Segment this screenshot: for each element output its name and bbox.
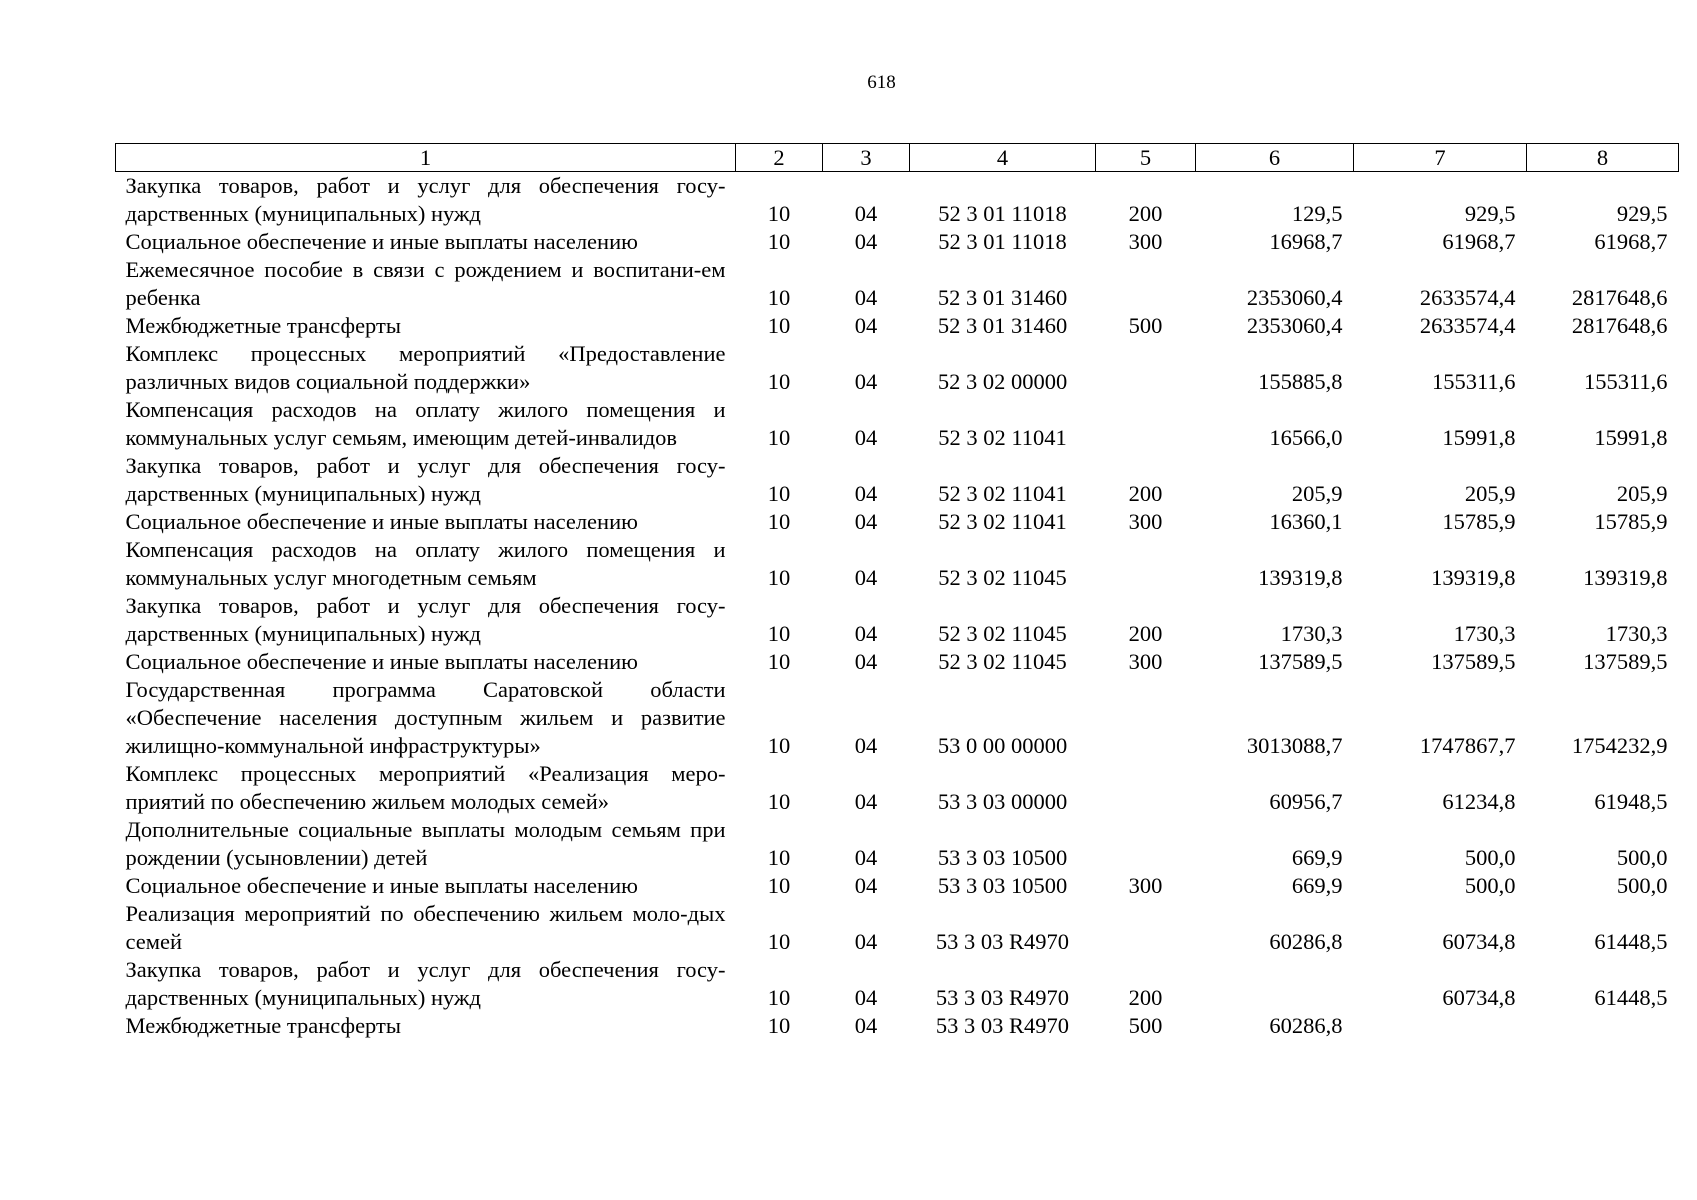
table-row xyxy=(116,1012,1679,1040)
row-amount-col7 xyxy=(1354,1012,1527,1040)
row-amount-col7: 60734,8 xyxy=(1442,929,1516,954)
row-section: 10 xyxy=(767,621,791,646)
row-amount-col7: 139319,8 xyxy=(1431,565,1516,590)
table-row xyxy=(116,452,1679,508)
row-subsection: 04 xyxy=(854,369,878,394)
row-name: Закупка товаров, работ и услуг для обеспечения госу-дарственных (муниципальных) нужд xyxy=(125,453,726,506)
table-row xyxy=(116,256,1679,312)
row-amount-col8 xyxy=(1527,1012,1679,1040)
row-amount-col8: 61448,5 xyxy=(1594,985,1668,1010)
row-name: Дополнительные социальные выплаты молодым семьям при рождении (усыновлении) детей xyxy=(125,817,726,870)
row-expense-type: 300 xyxy=(1128,509,1163,534)
row-subsection: 04 xyxy=(854,873,878,898)
row-amount-col6: 60286,8 xyxy=(1269,1013,1343,1038)
row-amount-col6: 139319,8 xyxy=(1258,565,1343,590)
row-section: 10 xyxy=(767,873,791,898)
table-row xyxy=(116,340,1679,396)
row-section: 10 xyxy=(767,985,791,1010)
row-amount-col6: 16360,1 xyxy=(1269,509,1343,534)
row-expense-type xyxy=(1096,536,1196,592)
page-number: 618 xyxy=(867,72,896,93)
row-amount-col8: 929,5 xyxy=(1616,201,1668,226)
header-col-5: 5 xyxy=(1096,144,1196,172)
row-section: 10 xyxy=(767,1013,791,1038)
row-name: Закупка товаров, работ и услуг для обеспечения госу-дарственных (муниципальных) нужд xyxy=(125,593,726,646)
row-amount-col6: 669,9 xyxy=(1291,845,1343,870)
row-name: Ежемесячное пособие в связи с рождением и воспитани-ем ребенка xyxy=(125,257,726,310)
row-subsection: 04 xyxy=(854,229,878,254)
row-subsection: 04 xyxy=(854,425,878,450)
header-col-8: 8 xyxy=(1527,144,1679,172)
row-amount-col6: 205,9 xyxy=(1291,481,1343,506)
row-section: 10 xyxy=(767,201,791,226)
table-row xyxy=(116,312,1679,340)
row-target-article: 52 3 02 11041 xyxy=(938,425,1067,450)
row-amount-col7: 155311,6 xyxy=(1431,369,1516,394)
row-expense-type: 200 xyxy=(1128,201,1163,226)
row-amount-col7: 2633574,4 xyxy=(1419,285,1516,310)
table-row xyxy=(116,396,1679,452)
row-expense-type: 300 xyxy=(1128,873,1163,898)
row-expense-type xyxy=(1096,396,1196,452)
row-subsection: 04 xyxy=(854,481,878,506)
table-row xyxy=(116,816,1679,872)
row-name: Социальное обеспечение и иные выплаты населению xyxy=(125,509,638,534)
row-amount-col7: 60734,8 xyxy=(1442,985,1516,1010)
row-target-article: 52 3 02 11045 xyxy=(938,649,1067,674)
row-target-article: 52 3 01 11018 xyxy=(938,201,1067,226)
row-expense-type: 200 xyxy=(1128,481,1163,506)
row-section: 10 xyxy=(767,369,791,394)
row-amount-col6: 1730,3 xyxy=(1280,621,1343,646)
row-subsection: 04 xyxy=(854,789,878,814)
table-row xyxy=(116,536,1679,592)
row-amount-col8: 61948,5 xyxy=(1594,789,1668,814)
row-target-article: 53 0 00 00000 xyxy=(937,733,1068,758)
row-subsection: 04 xyxy=(854,313,878,338)
row-expense-type: 500 xyxy=(1128,1013,1163,1038)
row-target-article: 53 3 03 R4970 xyxy=(935,985,1070,1010)
row-name: Государственная программа Саратовской области «Обеспечение населения доступным жильем и развитие жилищно-коммунальной инфраструктуры» xyxy=(125,677,726,758)
row-amount-col7: 205,9 xyxy=(1464,481,1516,506)
row-section: 10 xyxy=(767,929,791,954)
row-expense-type xyxy=(1096,816,1196,872)
row-amount-col8: 2817648,6 xyxy=(1571,285,1668,310)
row-amount-col6: 2353060,4 xyxy=(1246,285,1343,310)
table-row xyxy=(116,676,1679,760)
row-expense-type: 300 xyxy=(1128,229,1163,254)
row-name: Социальное обеспечение и иные выплаты населению xyxy=(125,649,638,674)
row-name: Межбюджетные трансферты xyxy=(125,1013,401,1038)
row-name: Комплекс процессных мероприятий «Предоставление различных видов социальной поддержки» xyxy=(125,341,726,394)
row-name: Социальное обеспечение и иные выплаты населению xyxy=(125,873,638,898)
row-subsection: 04 xyxy=(854,733,878,758)
row-subsection: 04 xyxy=(854,285,878,310)
row-expense-type: 300 xyxy=(1128,649,1163,674)
table-body xyxy=(116,172,1679,1041)
header-col-3: 3 xyxy=(823,144,910,172)
row-subsection: 04 xyxy=(854,201,878,226)
row-amount-col7: 500,0 xyxy=(1464,873,1516,898)
row-amount-col8: 137589,5 xyxy=(1583,649,1668,674)
row-target-article: 52 3 01 31460 xyxy=(937,313,1068,338)
row-amount-col8: 61968,7 xyxy=(1594,229,1668,254)
table-row xyxy=(116,956,1679,1012)
row-amount-col7: 61234,8 xyxy=(1442,789,1516,814)
row-amount-col8: 1754232,9 xyxy=(1571,733,1668,758)
row-amount-col8: 15991,8 xyxy=(1594,425,1668,450)
row-expense-type xyxy=(1096,760,1196,816)
row-expense-type: 200 xyxy=(1128,621,1163,646)
table-header xyxy=(116,144,1679,172)
table-row xyxy=(116,228,1679,256)
row-subsection: 04 xyxy=(854,985,878,1010)
row-name: Реализация мероприятий по обеспечению жильем моло-дых семей xyxy=(125,901,726,954)
row-amount-col7: 137589,5 xyxy=(1431,649,1516,674)
row-section: 10 xyxy=(767,481,791,506)
row-amount-col6: 137589,5 xyxy=(1258,649,1343,674)
row-subsection: 04 xyxy=(854,565,878,590)
row-amount-col7: 15991,8 xyxy=(1442,425,1516,450)
row-amount-col8: 61448,5 xyxy=(1594,929,1668,954)
row-amount-col6: 3013088,7 xyxy=(1246,733,1343,758)
header-col-7: 7 xyxy=(1354,144,1527,172)
row-subsection: 04 xyxy=(854,509,878,534)
row-expense-type: 200 xyxy=(1128,985,1163,1010)
row-amount-col7: 929,5 xyxy=(1464,201,1516,226)
budget-table-container xyxy=(115,143,1678,1040)
row-amount-col8: 500,0 xyxy=(1616,873,1668,898)
row-amount-col7: 1747867,7 xyxy=(1419,733,1516,758)
row-expense-type xyxy=(1096,256,1196,312)
row-expense-type xyxy=(1096,340,1196,396)
header-row xyxy=(116,144,1679,172)
row-target-article: 52 3 02 00000 xyxy=(937,369,1068,394)
row-amount-col6: 16566,0 xyxy=(1269,425,1343,450)
row-target-article: 52 3 01 11018 xyxy=(938,229,1067,254)
row-amount-col6: 669,9 xyxy=(1291,873,1343,898)
row-target-article: 53 3 03 10500 xyxy=(937,873,1068,898)
row-amount-col8: 205,9 xyxy=(1616,481,1668,506)
row-name: Компенсация расходов на оплату жилого помещения и коммунальных услуг многодетным семьям xyxy=(125,537,726,590)
table-row xyxy=(116,872,1679,900)
row-amount-col6: 2353060,4 xyxy=(1246,313,1343,338)
row-amount-col8: 500,0 xyxy=(1616,845,1668,870)
row-amount-col6: 60286,8 xyxy=(1269,929,1343,954)
row-name: Комплекс процессных мероприятий «Реализация меро-приятий по обеспечению жильем молодых семей» xyxy=(125,761,726,814)
row-amount-col8: 155311,6 xyxy=(1583,369,1668,394)
row-target-article: 52 3 02 11045 xyxy=(938,565,1067,590)
row-name: Компенсация расходов на оплату жилого помещения и коммунальных услуг семьям, имеющим детей-инвалидов xyxy=(125,397,726,450)
row-expense-type xyxy=(1096,900,1196,956)
row-subsection: 04 xyxy=(854,621,878,646)
row-target-article: 52 3 02 11041 xyxy=(938,509,1067,534)
row-amount-col6: 155885,8 xyxy=(1258,369,1343,394)
row-subsection: 04 xyxy=(854,929,878,954)
table-row xyxy=(116,648,1679,676)
row-subsection: 04 xyxy=(854,1013,878,1038)
row-target-article: 53 3 03 00000 xyxy=(937,789,1068,814)
row-amount-col7: 2633574,4 xyxy=(1419,313,1516,338)
row-amount-col8: 15785,9 xyxy=(1594,509,1668,534)
row-section: 10 xyxy=(767,789,791,814)
table-row xyxy=(116,508,1679,536)
row-amount-col6: 16968,7 xyxy=(1269,229,1343,254)
row-name: Межбюджетные трансферты xyxy=(125,313,401,338)
row-target-article: 52 3 02 11045 xyxy=(938,621,1067,646)
row-section: 10 xyxy=(767,565,791,590)
row-subsection: 04 xyxy=(854,845,878,870)
budget-table xyxy=(115,143,1679,1040)
row-target-article: 53 3 03 R4970 xyxy=(935,1013,1070,1038)
row-amount-col8: 1730,3 xyxy=(1605,621,1668,646)
row-section: 10 xyxy=(767,649,791,674)
row-amount-col6: 60956,7 xyxy=(1269,789,1343,814)
row-target-article: 53 3 03 10500 xyxy=(937,845,1068,870)
table-row xyxy=(116,172,1679,229)
row-section: 10 xyxy=(767,425,791,450)
row-subsection: 04 xyxy=(854,649,878,674)
row-name: Закупка товаров, работ и услуг для обеспечения госу-дарственных (муниципальных) нужд xyxy=(125,173,726,226)
row-target-article: 53 3 03 R4970 xyxy=(935,929,1070,954)
row-section: 10 xyxy=(767,509,791,534)
row-target-article: 52 3 02 11041 xyxy=(938,481,1067,506)
row-amount-col7: 1730,3 xyxy=(1453,621,1516,646)
row-expense-type xyxy=(1096,676,1196,760)
row-amount-col7: 61968,7 xyxy=(1442,229,1516,254)
table-row xyxy=(116,900,1679,956)
row-target-article: 52 3 01 31460 xyxy=(937,285,1068,310)
row-amount-col8: 139319,8 xyxy=(1583,565,1668,590)
header-col-4: 4 xyxy=(910,144,1096,172)
header-col-6: 6 xyxy=(1196,144,1354,172)
row-section: 10 xyxy=(767,733,791,758)
header-col-2: 2 xyxy=(736,144,823,172)
row-expense-type: 500 xyxy=(1128,313,1163,338)
row-name: Социальное обеспечение и иные выплаты населению xyxy=(125,229,638,254)
row-name: Закупка товаров, работ и услуг для обеспечения госу-дарственных (муниципальных) нужд xyxy=(125,957,726,1010)
table-row xyxy=(116,760,1679,816)
row-amount-col8: 2817648,6 xyxy=(1571,313,1668,338)
header-col-1: 1 xyxy=(116,144,736,172)
row-amount-col6 xyxy=(1196,956,1354,1012)
table-row xyxy=(116,592,1679,648)
row-amount-col7: 15785,9 xyxy=(1442,509,1516,534)
row-section: 10 xyxy=(767,229,791,254)
row-section: 10 xyxy=(767,845,791,870)
row-amount-col7: 500,0 xyxy=(1464,845,1516,870)
row-section: 10 xyxy=(767,285,791,310)
row-section: 10 xyxy=(767,313,791,338)
row-amount-col6: 129,5 xyxy=(1291,201,1343,226)
